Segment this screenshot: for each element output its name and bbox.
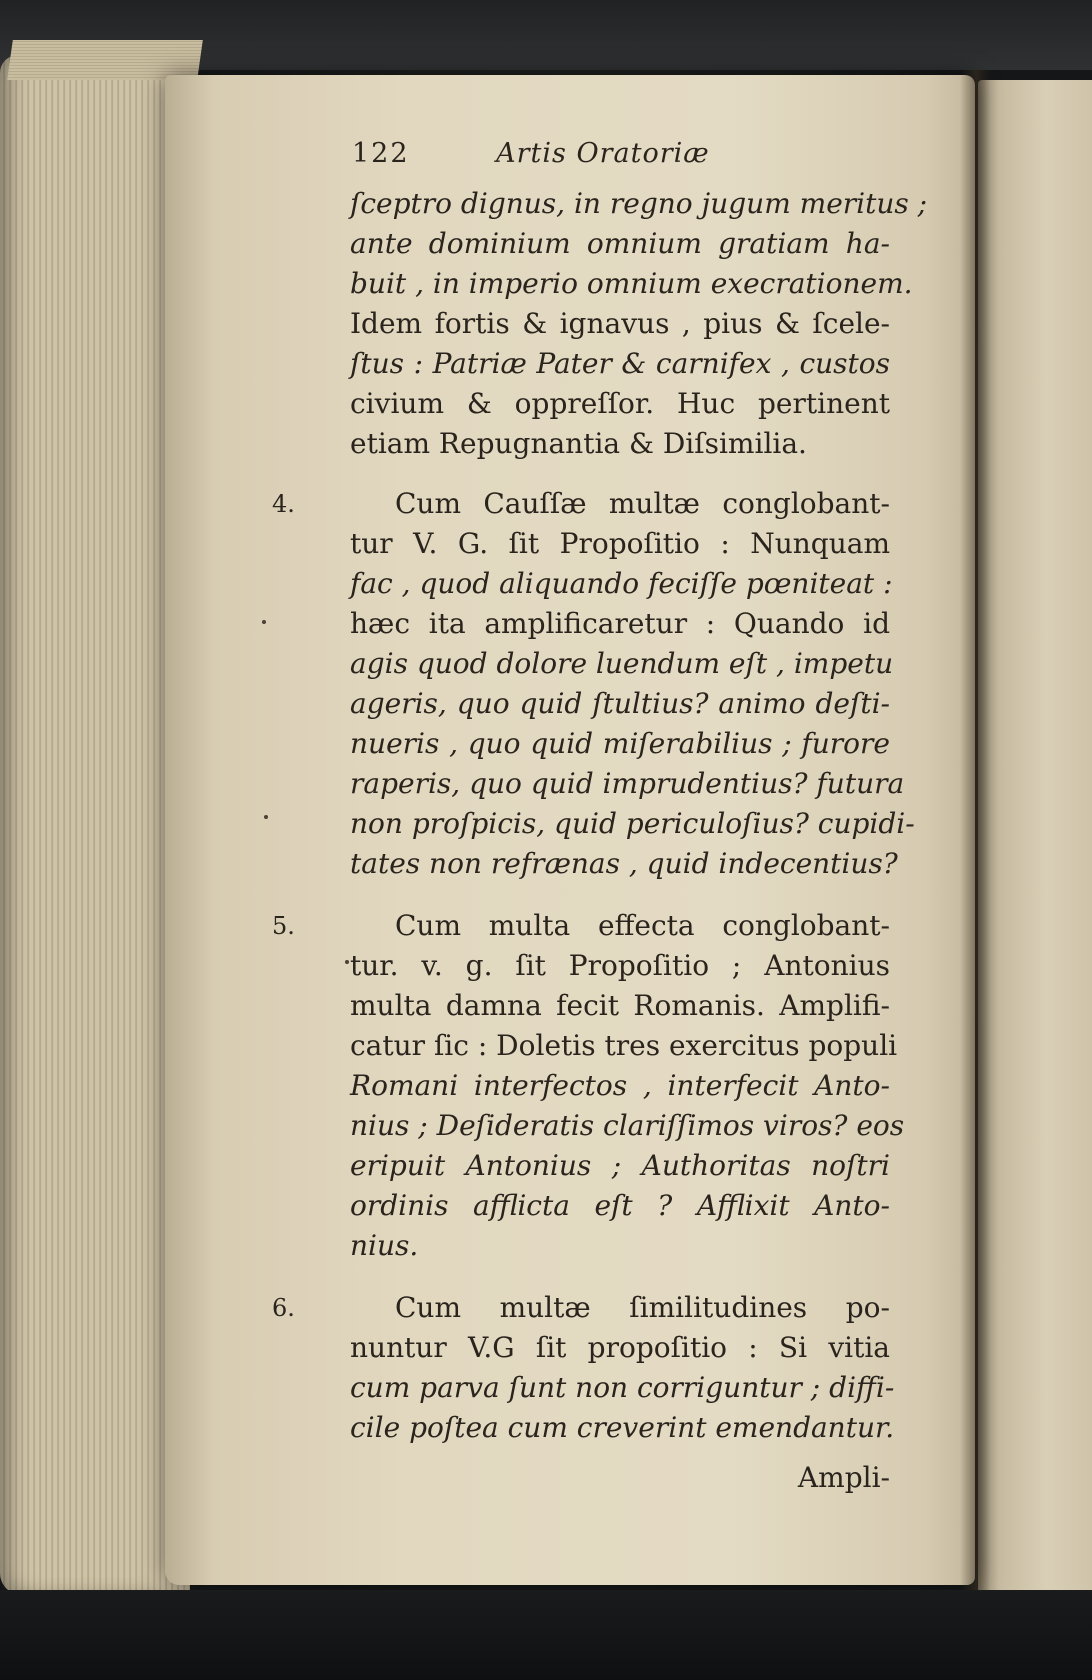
- text-line: cile poſtea cum creverint emendantur.: [350, 1411, 895, 1444]
- text-line: cum parva ſunt non corriguntur ; diffi-: [350, 1371, 895, 1404]
- section-number: 5.: [272, 912, 295, 940]
- text-line: civium & oppreſſor. Huc pertinent: [350, 387, 890, 420]
- text-line: non proſpicis, quid periculoſius? cupidi-: [350, 807, 915, 840]
- text-line: Cum multa effecta conglobant-: [395, 909, 890, 942]
- text-line: Idem fortis & ignavus , pius & ſcele-: [350, 307, 890, 340]
- text-line: nueris , quo quid miſerabilius ; furore: [350, 727, 890, 760]
- text-line: etiam Repugnantia & Diſsimilia.: [350, 427, 807, 460]
- text-line: multa damna fecit Romanis. Amplifi-: [350, 989, 890, 1022]
- text-line: ſtus : Patriæ Pater & carnifex , custos: [350, 347, 890, 380]
- text-line: buit , in imperio omnium execrationem.: [350, 267, 913, 300]
- text-line: nuntur V.G ſit propoſitio : Si vitia: [350, 1331, 890, 1364]
- margin-mark: [264, 815, 268, 819]
- running-header: [352, 138, 710, 169]
- page-number: 122: [352, 138, 410, 169]
- text-line: tates non refrænas , quid indecentius?: [350, 847, 898, 880]
- text-line: fac , quod aliquando feciſſe pœniteat :: [350, 567, 893, 600]
- section-number: 4.: [272, 490, 295, 518]
- margin-mark: [262, 620, 266, 624]
- text-line: raperis, quo quid imprudentius? futura: [350, 767, 905, 800]
- catchword: Ampli-: [797, 1461, 890, 1494]
- running-title: Artis Oratoriæ: [496, 138, 710, 169]
- margin-mark: [345, 960, 349, 964]
- section-number: 6.: [272, 1294, 295, 1322]
- text-line: nius ; Deſideratis clariſſimos viros? eos: [350, 1109, 905, 1142]
- text-line: ante dominium omnium gratiam ha-: [350, 227, 890, 260]
- text-line: catur ſic : Doletis tres exercitus populi: [350, 1029, 898, 1062]
- text-line: eripuit Antonius ; Authoritas noſtri: [350, 1149, 890, 1182]
- text-line: hæc ita amplificaretur : Quando id: [350, 607, 890, 640]
- text-line: Cum Cauſſæ multæ conglobant-: [395, 487, 890, 520]
- text-line: Romani interfectos , interfecit Anto-: [350, 1069, 890, 1102]
- text-line: agis quod dolore luendum eſt , impetu: [350, 647, 894, 680]
- text-line: ageris, quo quid ſtultius? animo deſti-: [350, 687, 890, 720]
- text-line: tur V. G. ſit Propoſitio : Nunquam: [350, 527, 890, 560]
- text-line: tur. v. g. ſit Propoſitio ; Antonius: [350, 949, 890, 982]
- text-line: ſceptro dignus, in regno jugum meritus ;: [350, 187, 928, 220]
- text-line: nius.: [350, 1229, 419, 1262]
- text-line: ordinis afflicta eſt ? Afflixit Anto-: [350, 1189, 890, 1222]
- text-line: Cum multæ ſimilitudines po-: [395, 1291, 890, 1324]
